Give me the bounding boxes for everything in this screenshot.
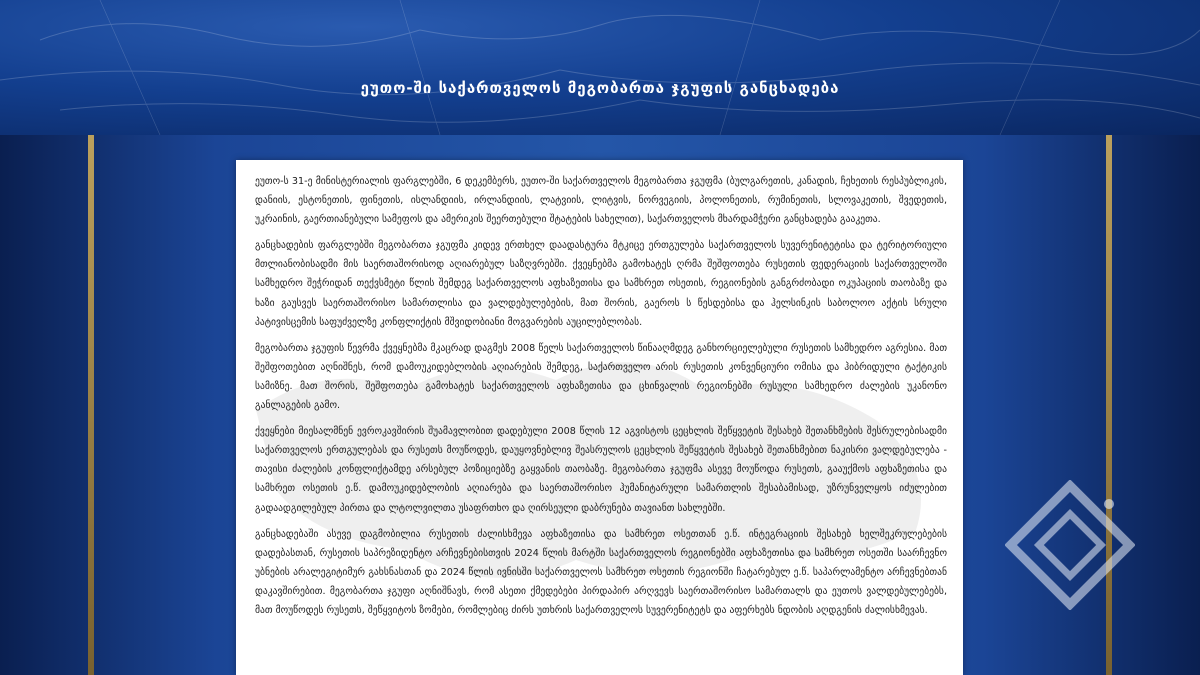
paragraph: მეგობართა ჯგუფის წევრმა ქვეყნებმა მკაცრად დაგმეს 2008 წელს საქართველოს წინააღმდეგ განხორციელებული რუსეთის სამხედრო აგრესია. მათ შეშფოთებით აღნიშნეს, რომ დამოუკიდებლობის აღიარების შემდეგ, საქართველო არის რუსეთის კონვენციური ომისა და ჰიბრიდული ტაქტიკის სამიზნე. მათ შორის, შეშფოთება გამოხატეს საქართველოს აფხაზეთისა და ცხინვალის რეგიონებში რუსული სამხედრო ძალების უკანონო განლაგების გამო. bbox=[255, 342, 947, 412]
page-title: ეუთო-ში საქართველოს მეგობართა ჯგუფის განცხადება bbox=[360, 79, 840, 97]
paragraph: ეუთო-ს 31-ე მინისტერიალის ფარგლებში, 6 დეკემბერს, ეუთო-ში საქართველოს მეგობართა ჯგუფმა (ბულგარეთის, კანადის, ჩეხეთის რესპუბლიკის, დანიის, ესტონეთის, ფინეთის, ისლანდიის, ირლანდიის, ლატვიის, ლიტვის, ნორვეგიის, პოლონეთის, რუმინეთის, სლოვაკეთის, შვედეთის, უკრაინის, გაერთიანებული სამეფოს და ამერიკის შეერთებული შტატების სახელით), საქართველოს მხარდამჭერი განცხადება გააკეთა. bbox=[255, 176, 947, 226]
paragraph: განცხადებაში ასევე დაგმობილია რუსეთის ძალისხმევა აფხაზეთისა და სამხრეთ ოსეთთან ე.წ. ინტეგრაციის შესახებ ხელშეკრულებების დადებასთან, რუსეთის საპრეზიდენტო არჩევნებისთვის 2024 წლის მარტში საქართველოს რეგიონებში აფხაზეთისა და სამხრეთ ოსეთში საარჩევნო უბნების არალეგიტიმურ გახსნასთან და 2024 წლის ივნისში საქართველოს სამხრეთ ოსეთის რეგიონში ჩატარებულ ე.წ. საპარლამენტო არჩევნებთან დაკავშირებით. მეგობართა ჯგუფი აღნიშნავს, რომ ასეთი ქმედებები პირდაპირ არღვევს საერთაშორისო სამართალს და ეუთოს ვალდებულებებს, მათ მოუწოდეს რუსეთს, შეწყვიტოს ზომები, რომლებიც ძირს უთხრის საქართველოს სუვერენიტეტს და აფერხებს ნდობის აღდგენის ძალისხმევას. bbox=[255, 528, 947, 616]
paragraph: განცხადების ფარგლებში მეგობართა ჯგუფმა კიდევ ერთხელ დაადასტურა მტკიცე ერთგულება საქართველოს სუვერენიტეტისა და ტერიტორიული მთლიანობისადმი მის საერთაშორისოდ აღიარებულ საზღვრებში. ქვეყნებმა გამოხატეს ღრმა შეშფოთება რუსეთის ფედერაციის საქართველოში სამხედრო შეჭრიდან თექვსმეტი წლის შემდეგ საქართველოს აფხაზეთისა და სამხრეთ ოსეთის, რეგიონების განგრძობადი ოკუპაციის თაობაზე და ხაზი გაუსვეს საერთაშორისო სამართლისა და ვალდებულებების, მათ შორის, გაეროს ს წესდებისა და ჰელსინკის საბოლოო აქტის სრული პატივისცემის საფუძველზე კონფლიქტის მშვიდობიანი მოგვარების აუცილებლობას. bbox=[255, 240, 947, 328]
world-map-decoration bbox=[0, 0, 1200, 135]
paragraph: ქვეყნები მიესალმნენ ევროკავშირის შუამავლობით დადებული 2008 წლის 12 აგვისტოს ცეცხლის შეწყვეტის შესახებ შეთანხმების შესრულებისადმი საქართველოს ერთგულებას და რუსეთს მოუწოდეს, დაუყოვნებლივ შეასრულოს ცეცხლის შეწყვეტის შესახებ შეთანხმებით ნაკისრი ვალდებულება - თავისი ძალების კონფლიქტამდე არსებულ პოზიციებზე გაყვანის თაობაზე. მეგობართა ჯგუფმა ასევე მოუწოდა რუსეთს, გააუქმოს აფხაზეთისა და სამხრეთ ოსეთის ე.წ. დამოუკიდებლობის აღიარება და საერთაშორისო ჰუმანიტარული სამართლის შესაბამისად, უზრუნველყოს იძულებით გადაადგილებულ პირთა და ლტოლვილთა უსაფრთხო და ღირსეული დაბრუნება თავიანთ სახლებში. bbox=[255, 426, 947, 514]
document-body bbox=[255, 172, 947, 627]
left-pillar-decoration bbox=[88, 135, 94, 675]
document-sheet bbox=[236, 160, 963, 675]
header-band bbox=[0, 0, 1200, 135]
channel-logo-icon bbox=[1005, 480, 1135, 610]
